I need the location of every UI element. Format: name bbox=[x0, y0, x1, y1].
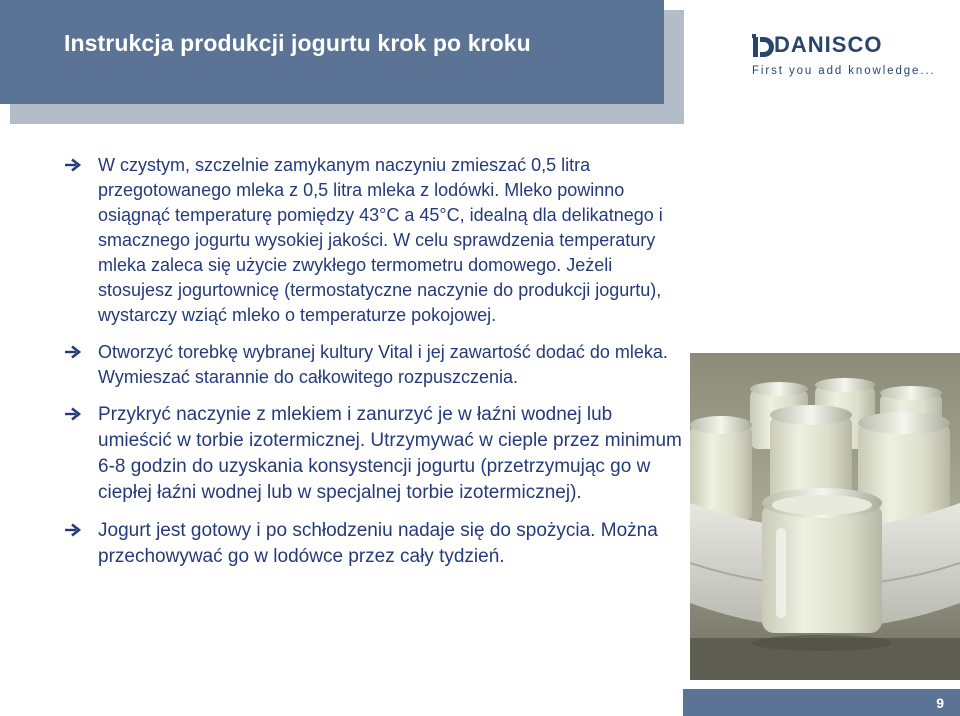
yogurt-jars-illustration bbox=[690, 353, 960, 680]
yogurt-jars-photo bbox=[690, 353, 960, 680]
logo-tagline: First you add knowledge... bbox=[752, 65, 936, 77]
arrow-right-icon bbox=[64, 345, 82, 359]
title-bar bbox=[0, 0, 664, 104]
arrow-right-icon bbox=[64, 523, 82, 537]
page-number: 9 bbox=[936, 695, 944, 711]
danisco-logo bbox=[752, 30, 936, 90]
step-text: Jogurt jest gotowy i po schłodzeniu nadaje się do spożycia. Można przechowywać go w lodówce przez cały tydzień. bbox=[98, 520, 658, 567]
page-number-bar bbox=[683, 689, 960, 716]
arrow-right-icon bbox=[64, 407, 82, 421]
logo-brand-name: DANISCO bbox=[774, 32, 883, 57]
arrow-right-icon bbox=[64, 158, 82, 172]
step-item bbox=[64, 153, 684, 328]
step-item bbox=[64, 340, 684, 390]
steps-list bbox=[64, 153, 684, 582]
danisco-d-logo-icon bbox=[752, 34, 774, 60]
step-text: Przykryć naczynie z mlekiem i zanurzyć je w łaźni wodnej lub umieścić w torbie izotermicznej. Utrzymywać w cieple przez minimum 6-8 godzin do uzyskania konsystencji jogurtu (przetrzymując go w ciepłej łaźni wodnej lub w specjalnej torbie izotermicznej). bbox=[98, 404, 682, 503]
step-text: W czystym, szczelnie zamykanym naczyniu zmieszać 0,5 litra przegotowanego mleka z 0,5 litra mleka z lodówki. Mleko powinno osiągnąć temperaturę pomiędzy 43°C a 45°C, idealną dla delikatnego i smacznego jogurtu wysokiej jakości. W celu sprawdzenia temperatury mleka zaleca się użycie zwykłego termometru domowego. Jeżeli stosujesz jogurtownicę (termostatyczne naczynie do produkcji jogurtu), wystarczy wziąć mleko o temperaturze pokojowej. bbox=[98, 155, 663, 325]
step-item bbox=[64, 402, 684, 506]
step-item bbox=[64, 518, 684, 570]
page-title: Instrukcja produkcji jogurtu krok po kroku bbox=[64, 30, 531, 56]
step-text: Otworzyć torebkę wybranej kultury Vital i jej zawartość dodać do mleka. Wymieszać starannie do całkowitego rozpuszczenia. bbox=[98, 342, 668, 387]
